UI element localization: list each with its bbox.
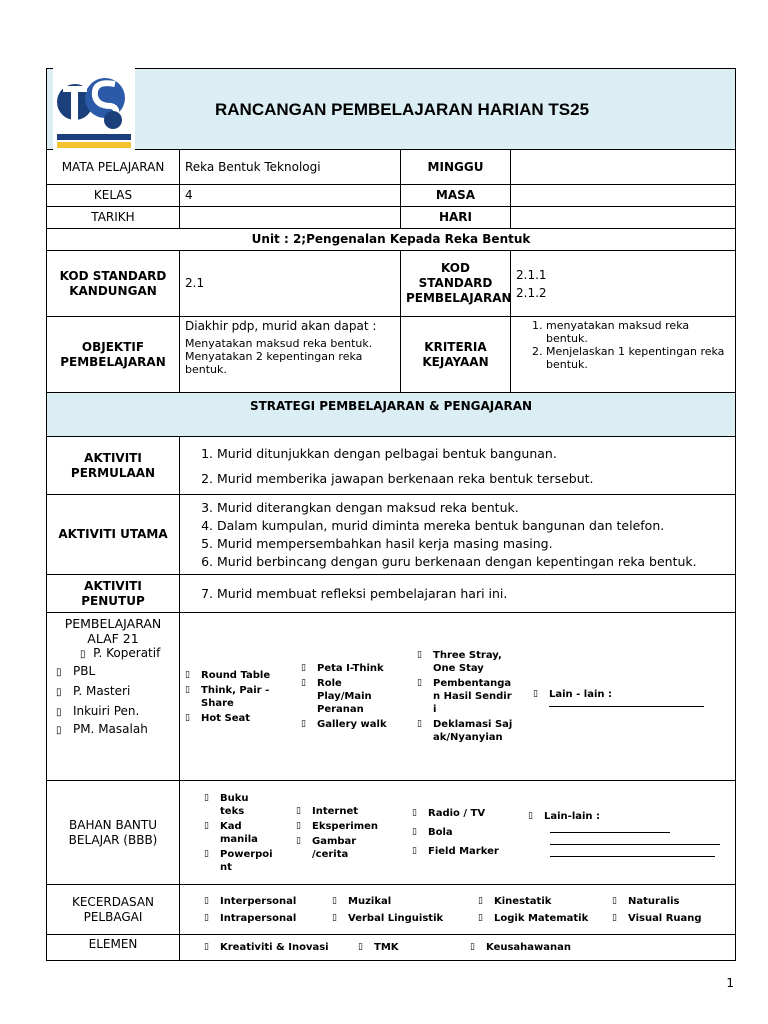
pak21-label: PEMBELAJARAN ALAF 21 xyxy=(64,616,162,646)
checkbox-icon[interactable]: ▯ xyxy=(358,942,363,952)
fill-in-line[interactable] xyxy=(550,831,670,833)
checkbox-icon[interactable]: ▯ xyxy=(56,707,62,718)
objective-intro: Diakhir pdp, murid akan dapat : xyxy=(185,319,377,333)
bbb-option-label: Powerpoint xyxy=(220,848,273,873)
objective-content xyxy=(180,317,401,393)
bbb-option-label: Radio / TV xyxy=(428,808,486,819)
learning-standard-label: KOD STANDARD PEMBELAJARAN xyxy=(401,251,511,317)
page-title: RANCANGAN PEMBELAJARAN HARIAN TS25 xyxy=(215,99,590,119)
pak21-option-label: Hot Seat xyxy=(201,712,251,724)
bbb-option[interactable] xyxy=(412,845,528,858)
pak21-left-options xyxy=(52,646,174,738)
elemen-label: ELEMEN xyxy=(47,935,180,961)
bbb-option-label: Internet xyxy=(312,805,359,817)
kecerdasan-option[interactable] xyxy=(332,895,478,908)
criteria-label: KRITERIA KEJAYAAN xyxy=(401,317,511,393)
kecerdasan-options-cell xyxy=(180,885,736,935)
class-value: 4 xyxy=(180,185,401,207)
pak21-options-cell xyxy=(180,613,736,781)
pak21-option[interactable] xyxy=(56,646,174,662)
bbb-option-label: Buku teks xyxy=(220,792,249,817)
criteria-item: 1. menyatakan maksud reka bentuk. xyxy=(546,319,730,345)
checkbox-icon[interactable]: ▯ xyxy=(296,835,301,846)
bbb-option-label: Bola xyxy=(428,827,453,838)
bbb-option[interactable] xyxy=(296,820,412,833)
checkbox-icon[interactable]: ▯ xyxy=(417,719,422,729)
week-label: MINGGU xyxy=(401,150,511,185)
checkbox-icon[interactable]: ▯ xyxy=(185,669,190,680)
checkbox-icon[interactable]: ▯ xyxy=(56,667,62,678)
checkbox-icon[interactable]: ▯ xyxy=(204,895,209,906)
pak21-option[interactable] xyxy=(417,718,533,744)
checkbox-icon[interactable]: ▯ xyxy=(204,792,209,803)
lesson-plan-table xyxy=(46,68,736,961)
kecerdasan-grid xyxy=(204,893,730,927)
elemen-options-cell xyxy=(180,935,736,961)
learning-standard-values xyxy=(511,251,736,317)
pak21-option-label: Pembentangan Hasil Sendiri xyxy=(433,678,512,715)
checkbox-icon[interactable]: ▯ xyxy=(470,942,475,952)
pak21-col-2 xyxy=(301,660,417,733)
criteria-content xyxy=(511,317,736,393)
pak21-option[interactable] xyxy=(56,722,174,738)
pak21-option[interactable] xyxy=(301,662,417,675)
kecerdasan-option-label: Verbal Linguistik xyxy=(348,912,444,924)
kecerdasan-option[interactable] xyxy=(204,895,332,908)
time-value xyxy=(511,185,736,207)
bbb-label: BAHAN BANTU BELAJAR (BBB) xyxy=(47,781,180,885)
checkbox-icon[interactable]: ▯ xyxy=(204,942,209,952)
pak21-option-label: P. Masteri xyxy=(72,684,131,698)
checkbox-icon[interactable]: ▯ xyxy=(296,820,301,831)
objective-line-2: Menyatakan 2 kepentingan reka bentuk. xyxy=(185,350,363,376)
kecerdasan-option-label: Muzikal xyxy=(348,895,392,907)
pak21-option[interactable] xyxy=(185,712,301,725)
checkbox-icon[interactable]: ▯ xyxy=(301,678,306,688)
unit-title: Unit : 2;Pengenalan Kepada Reka Bentuk xyxy=(47,229,736,251)
pak21-option[interactable] xyxy=(185,684,301,710)
time-label: MASA xyxy=(401,185,511,207)
bbb-option[interactable] xyxy=(204,848,296,874)
pak21-option-label: PM. Masalah xyxy=(72,722,148,736)
day-label: HARI xyxy=(401,207,511,229)
kecerdasan-option[interactable] xyxy=(478,912,612,925)
close-activity-content xyxy=(180,575,736,613)
elemen-option[interactable] xyxy=(470,941,571,954)
bbb-option[interactable] xyxy=(412,826,528,839)
kecerdasan-option[interactable] xyxy=(204,912,332,925)
bbb-col-3 xyxy=(412,805,528,860)
activity-item: 4. Dalam kumpulan, murid diminta mereka bentuk bangunan dan telefon. xyxy=(217,518,730,533)
checkbox-icon[interactable]: ▯ xyxy=(412,808,417,818)
pak21-option[interactable] xyxy=(301,677,417,716)
main-activity-content xyxy=(180,495,736,575)
start-activity-list xyxy=(185,446,730,486)
pak21-option[interactable] xyxy=(417,677,533,716)
start-activity-content xyxy=(180,437,736,495)
pak21-label-cell xyxy=(47,613,180,781)
activity-item: 3. Murid diterangkan dengan maksud reka bentuk. xyxy=(217,500,730,515)
pak21-option[interactable] xyxy=(301,718,417,731)
kecerdasan-option-label: Kinestatik xyxy=(494,895,552,907)
bbb-options-cell xyxy=(180,781,736,885)
checkbox-icon[interactable]: ▯ xyxy=(412,846,417,856)
checkbox-icon[interactable]: ▯ xyxy=(332,912,337,923)
header-row xyxy=(47,69,736,150)
close-activity-label: AKTIVITI PENUTUP xyxy=(47,575,180,613)
start-activity-label: AKTIVITI PERMULAAN xyxy=(47,437,180,495)
close-activity-list xyxy=(185,586,730,601)
criteria-list xyxy=(516,319,730,371)
bbb-option[interactable] xyxy=(528,810,730,823)
kecerdasan-option-label: Naturalis xyxy=(628,895,680,907)
pak21-option-label: Three Stray, One Stay xyxy=(433,650,502,674)
criteria-item: 2. Menjelaskan 1 kepentingan reka bentuk. xyxy=(546,345,730,371)
elemen-option-label: TMK xyxy=(374,942,399,953)
elemen-option-label: Keusahawanan xyxy=(486,942,572,953)
kecerdasan-option[interactable] xyxy=(332,912,478,925)
bbb-option[interactable] xyxy=(412,807,528,820)
content-standard-label: KOD STANDARD KANDUNGAN xyxy=(47,251,180,317)
checkbox-icon[interactable]: ▯ xyxy=(478,912,483,923)
main-activity-list xyxy=(185,500,730,569)
pak21-option-label: Role Play/Main Peranan xyxy=(317,678,372,715)
checkbox-icon[interactable]: ▯ xyxy=(301,719,306,729)
activity-item: 7. Murid membuat refleksi pembelajaran hari ini. xyxy=(217,586,730,601)
lesson-plan-sheet xyxy=(46,68,735,961)
checkbox-icon[interactable]: ▯ xyxy=(56,725,62,736)
pak21-option[interactable] xyxy=(56,682,174,702)
pak21-option-label: Gallery walk xyxy=(317,719,387,730)
bbb-option-label: Eksperimen xyxy=(312,820,379,832)
pak21-option-label: Lain - lain : xyxy=(549,689,612,700)
bbb-option[interactable] xyxy=(296,805,412,818)
main-activity-label: AKTIVITI UTAMA xyxy=(47,495,180,575)
pak21-option[interactable] xyxy=(533,688,730,701)
content-standard-value: 2.1 xyxy=(180,251,401,317)
elemen-row xyxy=(204,939,730,956)
page-number: 1 xyxy=(726,976,734,990)
bbb-option-label: Kad manila xyxy=(220,820,258,845)
kecerdasan-option-label: Visual Ruang xyxy=(628,912,702,924)
pak21-option-label: Think, Pair - Share xyxy=(201,684,270,709)
strategy-heading: STRATEGI PEMBELAJARAN & PENGAJARAN xyxy=(47,393,736,437)
bbb-option-label: Lain-lain : xyxy=(544,811,601,822)
checkbox-icon[interactable]: ▯ xyxy=(301,663,306,673)
checkbox-icon[interactable]: ▯ xyxy=(417,678,422,688)
pak21-option-label: PBL xyxy=(72,664,96,678)
pak21-option-label: Deklamasi Sajak/Nyanyian xyxy=(433,719,513,743)
pak21-option-label: Round Table xyxy=(201,669,271,681)
bbb-option[interactable] xyxy=(204,820,296,846)
learning-standard-1: 2.1.1 xyxy=(516,267,547,282)
pak21-option[interactable] xyxy=(185,669,301,682)
kecerdasan-option-label: Logik Matematik xyxy=(494,912,589,924)
kecerdasan-option-label: Intrapersonal xyxy=(220,912,297,924)
bbb-col-1 xyxy=(204,790,296,876)
elemen-option-label: Kreativiti & Inovasi xyxy=(220,942,329,953)
ts25-logo xyxy=(53,68,135,150)
pak21-option[interactable] xyxy=(56,662,174,682)
checkbox-icon[interactable]: ▯ xyxy=(204,912,209,923)
checkbox-icon[interactable]: ▯ xyxy=(332,895,337,906)
pak21-col-1 xyxy=(185,667,301,727)
bbb-option-label: Gambar /cerita xyxy=(312,835,357,860)
subject-value: Reka Bentuk Teknologi xyxy=(180,150,401,185)
bbb-option[interactable] xyxy=(204,792,296,818)
elemen-option[interactable] xyxy=(358,941,470,954)
checkbox-icon[interactable]: ▯ xyxy=(533,689,538,699)
activity-item: 2. Murid memberika jawapan berkenaan reka bentuk tersebut. xyxy=(217,471,730,486)
class-label: KELAS xyxy=(47,185,180,207)
checkbox-icon[interactable]: ▯ xyxy=(204,848,209,859)
activity-item: 1. Murid ditunjukkan dengan pelbagai bentuk bangunan. xyxy=(217,446,730,461)
checkbox-icon[interactable]: ▯ xyxy=(528,811,533,821)
kecerdasan-option-label: Interpersonal xyxy=(220,895,297,907)
bbb-col-4 xyxy=(528,808,730,857)
pak21-option-label: Inkuiri Pen. xyxy=(72,704,140,718)
subject-label: MATA PELAJARAN xyxy=(47,150,180,185)
checkbox-icon[interactable]: ▯ xyxy=(185,712,190,723)
fill-in-line[interactable] xyxy=(550,855,715,857)
checkbox-icon[interactable]: ▯ xyxy=(412,827,417,837)
week-value xyxy=(511,150,736,185)
fill-in-line[interactable] xyxy=(549,705,704,707)
kecerdasan-option[interactable] xyxy=(612,912,712,925)
elemen-option[interactable] xyxy=(204,941,358,954)
date-label: TARIKH xyxy=(47,207,180,229)
pak21-col-4 xyxy=(533,686,730,707)
checkbox-icon[interactable]: ▯ xyxy=(80,649,86,660)
date-value xyxy=(180,207,401,229)
checkbox-icon[interactable]: ▯ xyxy=(56,687,62,698)
pak21-col-3 xyxy=(417,647,533,746)
kecerdasan-option[interactable] xyxy=(478,895,612,908)
bbb-option-label: Field Marker xyxy=(428,846,499,857)
objective-line-1: Menyatakan maksud reka bentuk. xyxy=(185,337,373,350)
checkbox-icon[interactable]: ▯ xyxy=(417,650,422,660)
pak21-option[interactable] xyxy=(56,702,174,722)
kecerdasan-option[interactable] xyxy=(612,895,712,908)
bbb-col-2 xyxy=(296,803,412,863)
checkbox-icon[interactable]: ▯ xyxy=(185,684,190,695)
checkbox-icon[interactable]: ▯ xyxy=(204,820,209,831)
kecerdasan-label: KECERDASAN PELBAGAI xyxy=(47,885,180,935)
activity-item: 5. Murid mempersembahkan hasil kerja masing masing. xyxy=(217,536,730,551)
checkbox-icon[interactable]: ▯ xyxy=(478,895,483,906)
fill-in-line[interactable] xyxy=(550,843,720,845)
pak21-option-label: P. Koperatif xyxy=(93,646,161,660)
checkbox-icon[interactable]: ▯ xyxy=(612,912,617,923)
day-value xyxy=(511,207,736,229)
checkbox-icon[interactable]: ▯ xyxy=(296,805,301,816)
bbb-option[interactable] xyxy=(296,835,412,861)
pak21-option[interactable] xyxy=(417,649,533,675)
learning-standard-2: 2.1.2 xyxy=(516,285,547,300)
pak21-option-label: Peta I-Think xyxy=(317,663,384,674)
objective-label: OBJEKTIF PEMBELAJARAN xyxy=(47,317,180,393)
activity-item: 6. Murid berbincang dengan guru berkenaan dengan kepentingan reka bentuk. xyxy=(217,554,730,569)
checkbox-icon[interactable]: ▯ xyxy=(612,895,617,906)
